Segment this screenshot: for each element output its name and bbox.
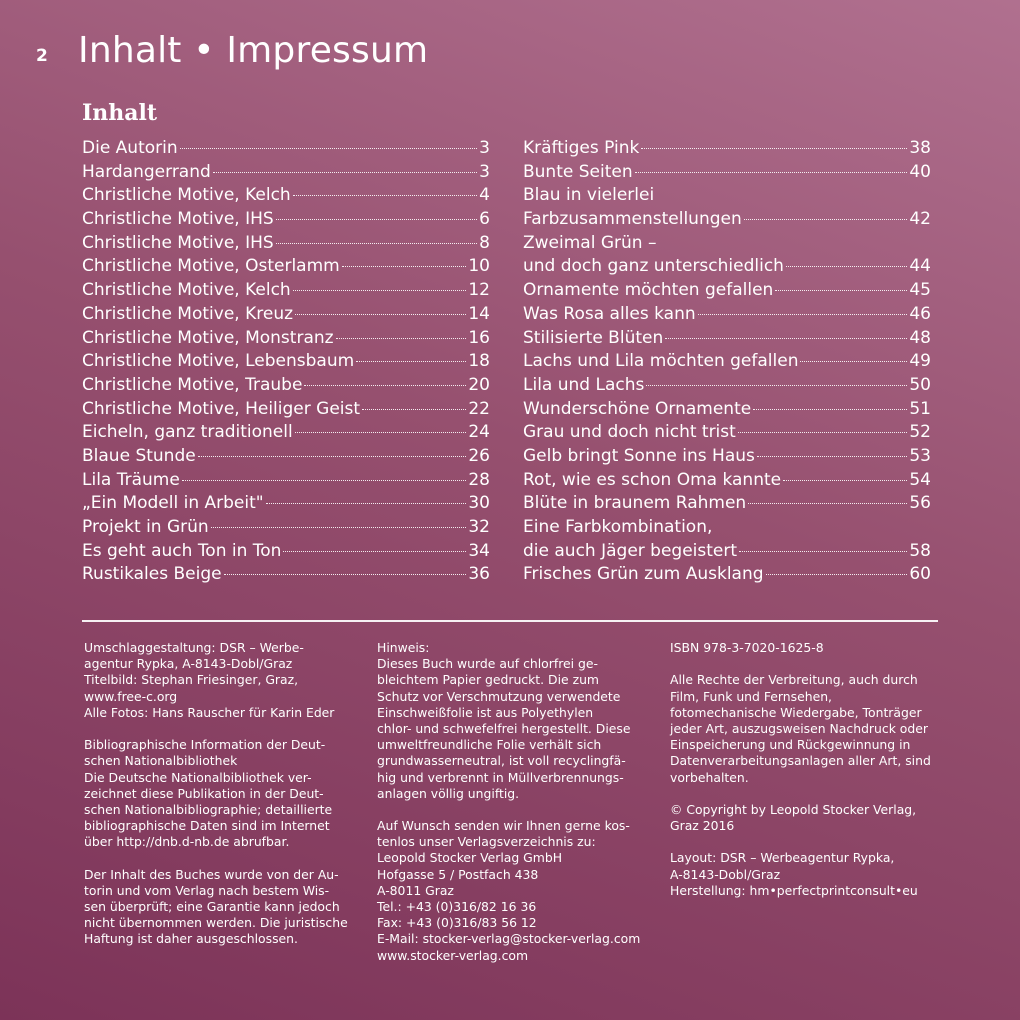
toc-entry-page: 45 bbox=[909, 280, 931, 301]
impressum-line: fotomechanische Wiedergabe, Tonträger bbox=[670, 704, 922, 720]
impressum-line: anlagen völlig ungiftig. bbox=[377, 785, 520, 801]
toc-entry bbox=[523, 184, 931, 208]
impressum-line: über http://dnb.d-nb.de abrufbar. bbox=[84, 834, 290, 850]
impressum-column-3 bbox=[670, 640, 950, 899]
toc-entry-page: 54 bbox=[909, 469, 931, 490]
toc-entry-page: 60 bbox=[909, 564, 931, 585]
toc-leader-dots bbox=[295, 314, 466, 315]
impressum-line: torin und vom Verlag nach bestem Wis- bbox=[84, 882, 330, 898]
toc-leader-dots bbox=[336, 338, 467, 339]
toc-entry bbox=[82, 374, 490, 398]
impressum-line: © Copyright by Leopold Stocker Verlag, bbox=[670, 801, 917, 817]
impressum-line: tenlos unser Verlagsverzeichnis zu: bbox=[377, 834, 596, 850]
impressum-line: zeichnet diese Publikation in der Deut- bbox=[84, 785, 324, 801]
impressum-column-2 bbox=[377, 640, 657, 964]
toc-entry bbox=[82, 563, 490, 587]
toc-leader-dots bbox=[213, 172, 477, 173]
toc-entry-page: 30 bbox=[468, 493, 490, 514]
toc-entry bbox=[82, 421, 490, 445]
impressum-line: jeder Art, auszugsweisen Nachdruck oder bbox=[670, 720, 928, 736]
toc-entry-title: Lila und Lachs bbox=[523, 374, 645, 395]
toc-entry-page: 34 bbox=[468, 540, 490, 561]
impressum-line: Alle Rechte der Verbreitung, auch durch bbox=[670, 672, 918, 688]
toc-entry-page: 26 bbox=[468, 445, 490, 466]
toc-leader-dots bbox=[786, 266, 907, 267]
toc-entry-title: Lachs und Lila möchten gefallen bbox=[523, 351, 799, 372]
toc-leader-dots bbox=[665, 338, 907, 339]
impressum-line: sen überprüft; eine Garantie kann jedoch bbox=[84, 899, 340, 914]
impressum-line: Graz 2016 bbox=[670, 818, 735, 834]
impressum-line: Alle Fotos: Hans Rauscher für Karin Eder bbox=[84, 704, 335, 720]
toc-entry-page: 51 bbox=[909, 398, 931, 419]
impressum-line: hig und verbrennt in Müllverbrennungs- bbox=[377, 769, 624, 785]
impressum-line: Haftung ist daher ausgeschlossen. bbox=[84, 931, 298, 947]
toc-entry bbox=[523, 540, 931, 564]
toc-entry bbox=[82, 137, 490, 161]
toc-leader-dots bbox=[295, 432, 467, 433]
impressum-line: chlor- und schwefelfrei hergestellt. Diese bbox=[377, 720, 631, 736]
toc-entry bbox=[523, 469, 931, 493]
toc-leader-dots bbox=[276, 219, 477, 220]
toc-entry bbox=[82, 232, 490, 256]
toc-entry bbox=[82, 516, 490, 540]
toc-leader-dots bbox=[753, 409, 907, 410]
toc-entry bbox=[82, 327, 490, 351]
impressum-line: Der Inhalt des Buches wurde von der Au- bbox=[84, 866, 339, 882]
toc-leader-dots bbox=[757, 456, 907, 457]
toc-entry-title: Eicheln, ganz traditionell bbox=[82, 422, 293, 443]
toc-entry-title: Christliche Motive, Kreuz bbox=[82, 303, 294, 324]
toc-entry-page: 49 bbox=[909, 351, 931, 372]
toc-entry-title: Christliche Motive, Kelch bbox=[82, 185, 291, 206]
toc-entry-title: Lila Träume bbox=[82, 469, 180, 490]
toc-leader-dots bbox=[198, 456, 467, 457]
toc-entry-page: 8 bbox=[479, 232, 490, 253]
toc-entry bbox=[82, 184, 490, 208]
toc-entry-title: Es geht auch Ton in Ton bbox=[82, 540, 282, 561]
impressum-line: Tel.: +43 (0)316/82 16 36 bbox=[377, 899, 537, 914]
toc-entry-title: Gelb bringt Sonne ins Haus bbox=[523, 445, 755, 466]
toc-entry bbox=[82, 492, 490, 516]
toc-entry-title: Kräftiges Pink bbox=[523, 138, 640, 158]
toc-entry-page: 18 bbox=[468, 351, 490, 372]
toc-entry-title: Rustikales Beige bbox=[82, 564, 222, 585]
toc-heading: Inhalt bbox=[82, 100, 158, 126]
toc-entry bbox=[82, 445, 490, 469]
paragraph-gap bbox=[670, 656, 950, 672]
paragraph-gap bbox=[84, 721, 364, 737]
toc-leader-dots bbox=[182, 480, 467, 481]
toc-entry bbox=[82, 350, 490, 374]
impressum-line: bleichtem Papier gedruckt. Die zum bbox=[377, 672, 599, 688]
toc-entry bbox=[523, 279, 931, 303]
toc-entry bbox=[523, 516, 931, 540]
toc-entry bbox=[523, 232, 931, 256]
paragraph-gap bbox=[670, 834, 950, 850]
toc-leader-dots bbox=[766, 574, 908, 575]
toc-entry bbox=[523, 374, 931, 398]
toc-leader-dots bbox=[283, 551, 466, 552]
impressum-line: Hofgasse 5 / Postfach 438 bbox=[377, 866, 539, 882]
toc-entry-page: 52 bbox=[909, 422, 931, 443]
impressum-line: E-Mail: stocker-verlag@stocker-verlag.com bbox=[377, 931, 641, 947]
toc-entry-title: Christliche Motive, Kelch bbox=[82, 280, 291, 301]
toc-entry bbox=[82, 398, 490, 422]
impressum-line: Schutz vor Verschmutzung verwendete bbox=[377, 688, 621, 704]
toc-entry bbox=[82, 540, 490, 564]
impressum-line: grundwasserneutral, ist voll recyclingfä- bbox=[377, 753, 626, 769]
page-title: Inhalt • Impressum bbox=[78, 30, 429, 71]
toc-entry-title: Christliche Motive, IHS bbox=[82, 209, 274, 230]
toc-entry-title: Frisches Grün zum Ausklang bbox=[523, 564, 764, 585]
toc-entry bbox=[523, 421, 931, 445]
impressum-line: Einschweißfolie ist aus Polyethylen bbox=[377, 704, 594, 720]
toc-left-column bbox=[82, 137, 490, 587]
toc-entry bbox=[523, 255, 931, 279]
toc-entry-page: 48 bbox=[909, 327, 931, 348]
toc-entry bbox=[523, 208, 931, 232]
toc-leader-dots bbox=[641, 148, 907, 149]
toc-entry-page: 3 bbox=[479, 161, 490, 182]
toc-right-column bbox=[523, 137, 931, 587]
impressum-line: Auf Wunsch senden wir Ihnen gerne kos- bbox=[377, 818, 630, 834]
toc-entry-title: Blau in vielerlei bbox=[523, 185, 655, 206]
page-number: 2 bbox=[36, 46, 48, 66]
impressum-line: Leopold Stocker Verlag GmbH bbox=[377, 850, 563, 866]
toc-entry-title: Zweimal Grün – bbox=[523, 232, 657, 253]
toc-entry-title: Christliche Motive, Traube bbox=[82, 374, 303, 395]
toc-entry-page: 16 bbox=[468, 327, 490, 348]
impressum-line: Fax: +43 (0)316/83 56 12 bbox=[377, 915, 537, 931]
toc-entry-page: 24 bbox=[468, 422, 490, 443]
toc-entry-title: Rot, wie es schon Oma kannte bbox=[523, 469, 782, 490]
toc-entry-page: 4 bbox=[479, 185, 490, 206]
toc-entry-title: Christliche Motive, Lebensbaum bbox=[82, 351, 355, 372]
impressum-line: Umschlaggestaltung: DSR – Werbe- bbox=[84, 640, 304, 655]
toc-entry-page: 6 bbox=[479, 209, 490, 230]
impressum-line: www.free-c.org bbox=[84, 688, 178, 704]
toc-leader-dots bbox=[362, 409, 466, 410]
toc-leader-dots bbox=[342, 266, 467, 267]
impressum-line: A-8011 Graz bbox=[377, 882, 454, 898]
toc-entry-page: 40 bbox=[909, 161, 931, 182]
toc-leader-dots bbox=[775, 290, 907, 291]
toc-entry-page: 50 bbox=[909, 374, 931, 395]
toc-leader-dots bbox=[356, 361, 466, 362]
toc-entry bbox=[82, 279, 490, 303]
toc-leader-dots bbox=[738, 432, 908, 433]
toc-leader-dots bbox=[646, 385, 907, 386]
toc-entry-title: Hardangerrand bbox=[82, 161, 211, 182]
impressum-line: agentur Rypka, A-8143-Dobl/Graz bbox=[84, 656, 293, 672]
toc-entry bbox=[82, 303, 490, 327]
impressum-line: Die Deutsche Nationalbibliothek ver- bbox=[84, 769, 312, 785]
toc-entry bbox=[523, 327, 931, 351]
toc-entry bbox=[523, 350, 931, 374]
toc-leader-dots bbox=[748, 503, 907, 504]
toc-entry-title: die auch Jäger begeistert bbox=[523, 540, 738, 561]
toc-leader-dots bbox=[800, 361, 907, 362]
toc-entry-page: 20 bbox=[468, 374, 490, 395]
toc-entry-title: Blüte in braunem Rahmen bbox=[523, 493, 747, 514]
toc-leader-dots bbox=[783, 480, 907, 481]
toc-entry-page: 36 bbox=[468, 564, 490, 585]
toc-entry-title: Christliche Motive, Heiliger Geist bbox=[82, 398, 361, 419]
toc-entry-page: 3 bbox=[479, 138, 490, 158]
toc-entry-page: 14 bbox=[468, 303, 490, 324]
impressum-line: Titelbild: Stephan Friesinger, Graz, bbox=[84, 672, 299, 688]
toc-leader-dots bbox=[739, 551, 907, 552]
impressum-column-1 bbox=[84, 640, 364, 948]
impressum-line: Herstellung: hm•perfectprintconsult•eu bbox=[670, 882, 918, 898]
impressum-line: ISBN 978-3-7020-1625-8 bbox=[670, 640, 824, 655]
toc-leader-dots bbox=[304, 385, 466, 386]
toc-entry-page: 42 bbox=[909, 209, 931, 230]
toc-entry-page: 46 bbox=[909, 303, 931, 324]
toc-leader-dots bbox=[293, 290, 467, 291]
impressum-line: www.stocker-verlag.com bbox=[377, 947, 529, 963]
toc-entry bbox=[82, 208, 490, 232]
toc-leader-dots bbox=[698, 314, 908, 315]
toc-entry-title: „Ein Modell in Arbeit" bbox=[82, 493, 264, 514]
paragraph-gap bbox=[670, 786, 950, 802]
impressum-line: Hinweis: bbox=[377, 640, 430, 655]
toc-entry-page: 32 bbox=[468, 517, 490, 537]
toc-entry-page: 38 bbox=[909, 138, 931, 158]
toc-entry bbox=[523, 303, 931, 327]
toc-entry bbox=[523, 398, 931, 422]
toc-entry-page: 53 bbox=[909, 445, 931, 466]
toc-entry-title: Die Autorin bbox=[82, 138, 178, 158]
paragraph-gap bbox=[84, 850, 364, 866]
toc-entry bbox=[523, 563, 931, 587]
toc-entry-title: Christliche Motive, Monstranz bbox=[82, 327, 334, 348]
toc-entry-page: 44 bbox=[909, 256, 931, 277]
toc-entry-page: 58 bbox=[909, 540, 931, 561]
toc-entry bbox=[523, 492, 931, 516]
toc-entry bbox=[82, 161, 490, 185]
toc-entry-page: 56 bbox=[909, 493, 931, 514]
toc-entry-page: 10 bbox=[468, 256, 490, 277]
toc-entry-page: 28 bbox=[468, 469, 490, 490]
impressum-line: Dieses Buch wurde auf chlorfrei ge- bbox=[377, 656, 599, 672]
impressum-line: bibliographische Daten sind im Internet bbox=[84, 818, 330, 834]
toc-entry-page: 22 bbox=[468, 398, 490, 419]
toc-entry-title: Wunderschöne Ornamente bbox=[523, 398, 752, 419]
impressum-line: Film, Funk und Fernsehen, bbox=[670, 688, 832, 704]
toc-entry-title: Eine Farbkombination, bbox=[523, 517, 713, 537]
toc-entry-title: Projekt in Grün bbox=[82, 517, 209, 537]
toc-entry-title: Christliche Motive, IHS bbox=[82, 232, 274, 253]
paragraph-gap bbox=[377, 802, 657, 818]
toc-leader-dots bbox=[293, 195, 477, 196]
toc-entry-title: Was Rosa alles kann bbox=[523, 303, 696, 324]
toc-leader-dots bbox=[211, 527, 467, 528]
toc-leader-dots bbox=[744, 219, 908, 220]
toc-entry bbox=[523, 137, 931, 161]
toc-leader-dots bbox=[635, 172, 908, 173]
impressum-line: nicht übernommen werden. Die juristische bbox=[84, 915, 348, 931]
divider bbox=[82, 620, 938, 622]
impressum-line: Datenverarbeitungsanlagen aller Art, sind bbox=[670, 753, 931, 769]
toc-entry-title: Grau und doch nicht trist bbox=[523, 422, 736, 443]
impressum-line: schen Nationalbibliothek bbox=[84, 753, 238, 769]
toc-entry bbox=[523, 445, 931, 469]
impressum-line: vorbehalten. bbox=[670, 769, 749, 785]
toc-entry-title: Christliche Motive, Osterlamm bbox=[82, 256, 340, 277]
toc-entry-title: Ornamente möchten gefallen bbox=[523, 280, 774, 301]
toc-entry-title: Stilisierte Blüten bbox=[523, 327, 664, 348]
toc-leader-dots bbox=[276, 243, 477, 244]
toc-entry-title: Bunte Seiten bbox=[523, 161, 633, 182]
toc-entry bbox=[82, 255, 490, 279]
impressum-line: Layout: DSR – Werbeagentur Rypka, bbox=[670, 850, 895, 866]
impressum-line: A-8143-Dobl/Graz bbox=[670, 866, 781, 882]
impressum-line: Einspeicherung und Rückgewinnung in bbox=[670, 737, 911, 753]
toc-entry-title: Farbzusammenstellungen bbox=[523, 209, 742, 230]
toc-leader-dots bbox=[224, 574, 467, 575]
toc-leader-dots bbox=[266, 503, 467, 504]
toc-leader-dots bbox=[180, 148, 478, 149]
impressum-line: umweltfreundliche Folie verhält sich bbox=[377, 737, 602, 753]
toc-entry-title: Blaue Stunde bbox=[82, 445, 196, 466]
toc-entry bbox=[82, 469, 490, 493]
toc-entry-title: und doch ganz unterschiedlich bbox=[523, 256, 784, 277]
impressum-line: Bibliographische Information der Deut- bbox=[84, 737, 326, 753]
impressum-line: schen Nationalbibliographie; detaillierte bbox=[84, 801, 333, 817]
toc-entry-page: 12 bbox=[468, 280, 490, 301]
toc-entry bbox=[523, 161, 931, 185]
